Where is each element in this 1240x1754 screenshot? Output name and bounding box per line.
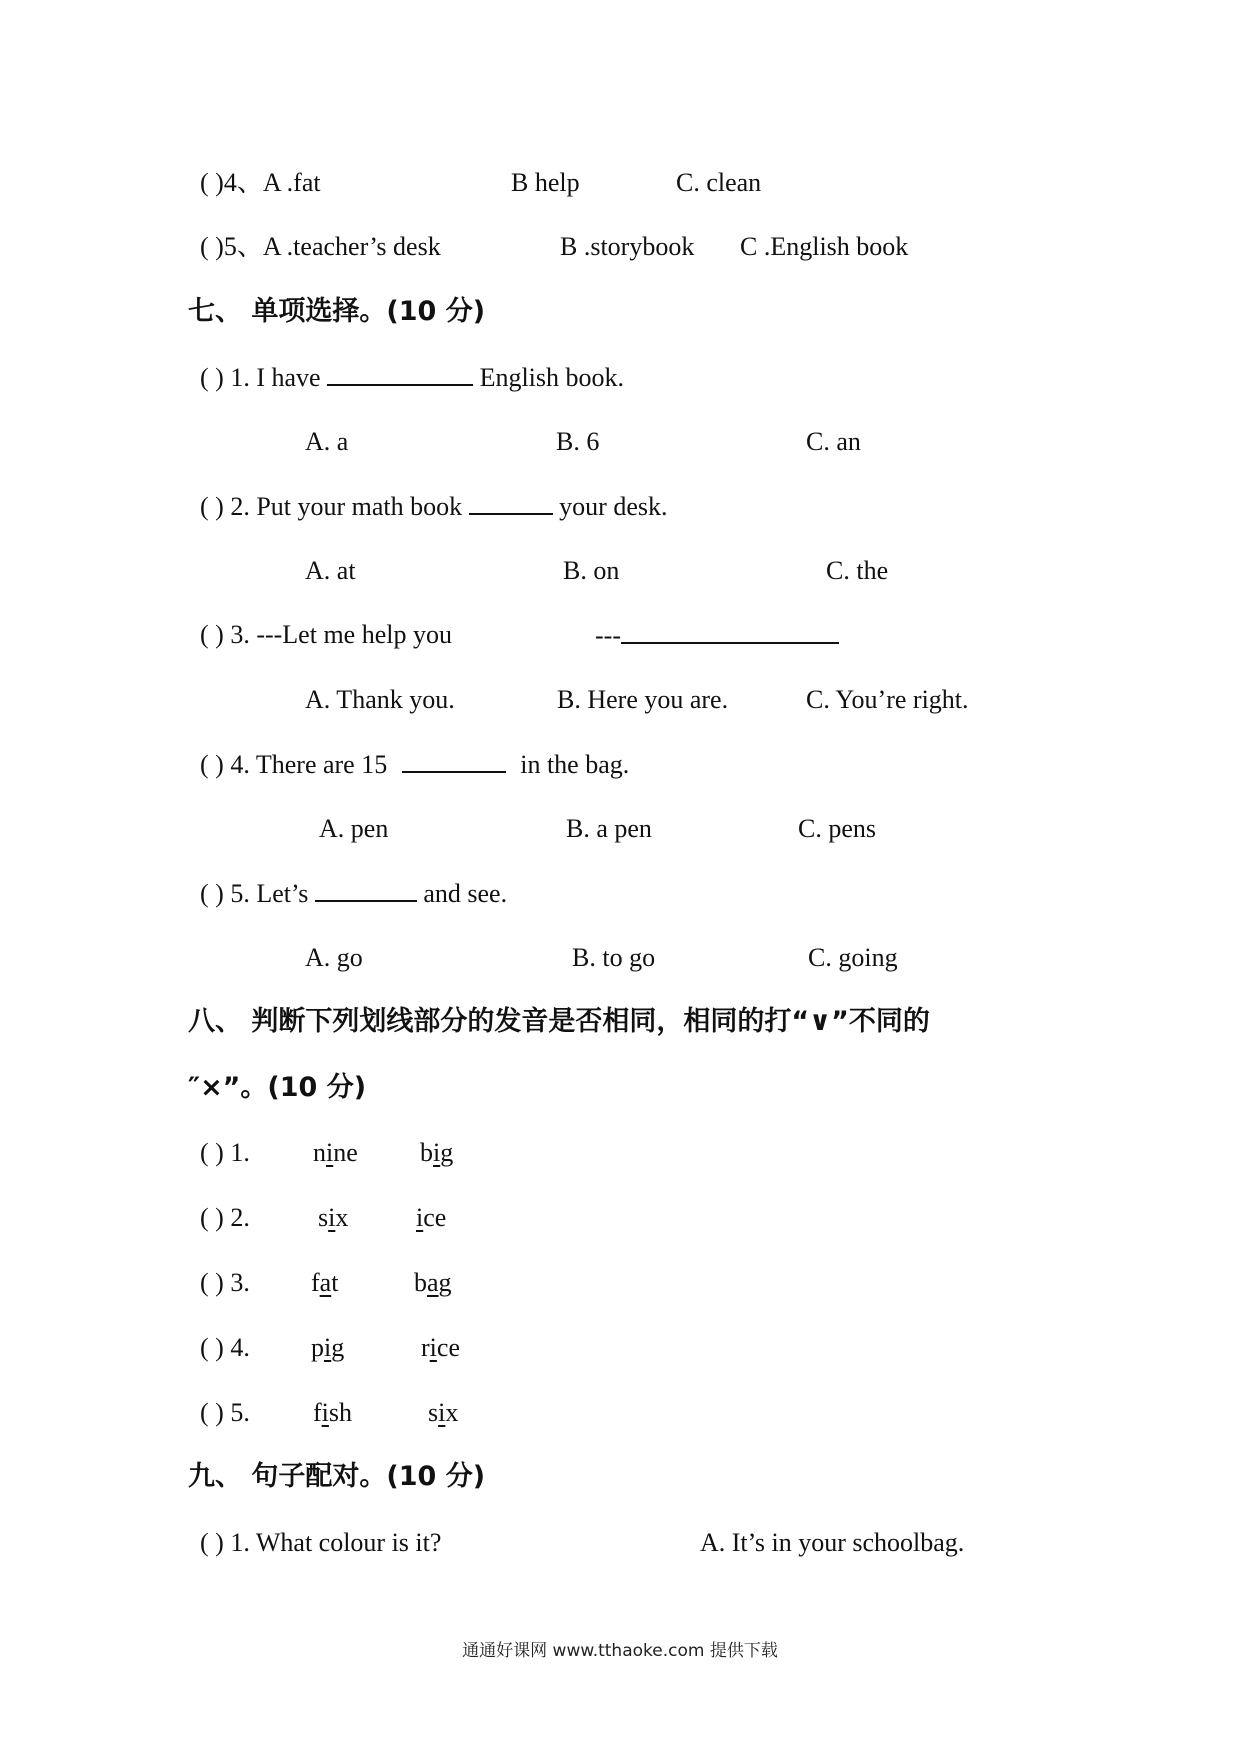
answer-paren[interactable]: ( ) (200, 1398, 224, 1427)
word-1 (313, 1138, 358, 1168)
word-part: f (313, 1398, 322, 1427)
answer-blank[interactable] (402, 749, 506, 773)
underlined-letter: a (427, 1268, 439, 1297)
question-number: 4、 (223, 168, 263, 197)
word-1 (313, 1398, 352, 1428)
option-b: B. a pen (566, 814, 652, 843)
word-1 (318, 1203, 348, 1233)
answer-paren[interactable]: ( ) (200, 1268, 224, 1297)
word-2 (421, 1333, 460, 1363)
word-part: s (318, 1203, 329, 1232)
option-a: A .fat (262, 168, 321, 197)
word-part: t (331, 1268, 339, 1297)
option-c: C. You’re right. (806, 685, 969, 714)
word-part: s (428, 1398, 439, 1427)
section-8-heading-cont: ″×”。(10 分) (188, 1072, 367, 1103)
option-a: A .teacher’s desk (262, 232, 441, 261)
answer-blank[interactable] (327, 362, 473, 386)
question-6-5 (200, 232, 441, 262)
word-part: p (311, 1333, 324, 1362)
option-b: B. to go (572, 943, 656, 972)
item-number: 3. (230, 1268, 250, 1297)
option-b: B .storybook (560, 232, 695, 261)
question-text: 3. ---Let me help you (230, 620, 452, 649)
footer-source[interactable]: 通通好课网 www.tthaoke.com 提供下载 (462, 1641, 778, 1661)
section-9-heading: 九、 句子配对。(10 分) (188, 1461, 486, 1492)
question-9-1 (200, 1528, 441, 1558)
word-1 (311, 1333, 344, 1363)
section-7-heading: 七、 单项选择。(10 分) (188, 296, 486, 327)
answer-paren[interactable]: ( ) (200, 363, 224, 392)
option-b: B. 6 (556, 427, 600, 456)
question-text: 1. I have (230, 363, 321, 392)
word-part: ce (423, 1203, 447, 1232)
word-part: sh (328, 1398, 353, 1427)
item-number: 5. (230, 1398, 250, 1427)
option-c: C. pens (798, 814, 876, 843)
question-text-end: English book. (479, 363, 625, 392)
option-b: B help (511, 168, 580, 197)
question-7-4 (200, 749, 629, 780)
question-7-1 (200, 362, 624, 393)
word-part: x (335, 1203, 349, 1232)
word-part: r (421, 1333, 430, 1362)
answer-paren[interactable]: ( ) (200, 750, 224, 779)
answer-blank[interactable] (315, 878, 417, 902)
answer-paren[interactable]: ( ) (200, 168, 224, 197)
word-part: ne (333, 1138, 358, 1167)
word-part: ce (436, 1333, 460, 1362)
match-option-a: A. It’s in your schoolbag. (700, 1528, 965, 1557)
section-8-heading: 八、 判断下列划线部分的发音是否相同，相同的打“∨”不同的 (188, 1006, 930, 1037)
word-2 (420, 1138, 453, 1168)
underlined-letter: i (433, 1138, 441, 1167)
item-number: 4. (230, 1333, 250, 1362)
question-text-end: in the bag. (520, 750, 630, 779)
question-7-3 (200, 620, 452, 650)
question-text: 1. What colour is it? (230, 1528, 442, 1557)
answer-blank[interactable] (621, 620, 839, 644)
reply-dash: --- (595, 621, 621, 650)
word-part: n (313, 1138, 326, 1167)
underlined-letter: i (438, 1398, 446, 1427)
option-c: C. going (808, 943, 898, 972)
underlined-letter: i (321, 1398, 329, 1427)
option-c: C. clean (676, 168, 762, 197)
option-a: A. pen (319, 814, 389, 843)
question-7-5 (200, 878, 507, 909)
question-text: 4. There are 15 (230, 750, 388, 779)
answer-paren[interactable]: ( ) (200, 1333, 224, 1362)
option-b: B. on (563, 556, 620, 585)
option-a: A. go (305, 943, 363, 972)
word-part: g (438, 1268, 452, 1297)
question-text-end: and see. (423, 879, 508, 908)
option-c: C .English book (740, 232, 909, 261)
item-number: 1. (230, 1138, 250, 1167)
option-b: B. Here you are. (557, 685, 729, 714)
option-a: A. Thank you. (305, 685, 455, 714)
option-c: C. an (806, 427, 861, 456)
word-part: x (445, 1398, 459, 1427)
word-part: b (420, 1138, 433, 1167)
question-text-end: your desk. (559, 492, 668, 521)
underlined-letter: i (328, 1203, 336, 1232)
answer-paren[interactable]: ( ) (200, 1203, 224, 1232)
underlined-letter: i (324, 1333, 332, 1362)
question-text: 2. Put your math book (230, 492, 463, 521)
answer-paren[interactable]: ( ) (200, 879, 224, 908)
answer-blank[interactable] (469, 491, 553, 515)
underlined-letter: i (326, 1138, 334, 1167)
answer-paren[interactable]: ( ) (200, 1528, 224, 1557)
underlined-letter: i (416, 1203, 424, 1232)
option-c: C. the (826, 556, 889, 585)
word-part: g (440, 1138, 454, 1167)
pron-item-2 (200, 1203, 250, 1233)
word-2 (428, 1398, 458, 1428)
question-6-4 (200, 168, 321, 198)
word-1 (311, 1268, 338, 1298)
reply-line (595, 620, 839, 651)
question-number: 5、 (223, 232, 263, 261)
pron-item-1 (200, 1138, 250, 1168)
item-number: 2. (230, 1203, 250, 1232)
word-part: g (331, 1333, 345, 1362)
pron-item-3 (200, 1268, 250, 1298)
question-text: 5. Let’s (230, 879, 309, 908)
word-part: b (414, 1268, 427, 1297)
underlined-letter: a (319, 1268, 332, 1297)
pron-item-5 (200, 1398, 250, 1428)
answer-paren[interactable]: ( ) (200, 232, 224, 261)
answer-paren[interactable]: ( ) (200, 492, 224, 521)
underlined-letter: i (429, 1333, 437, 1362)
pron-item-4 (200, 1333, 250, 1363)
word-2 (416, 1203, 446, 1233)
option-a: A. a (305, 427, 349, 456)
answer-paren[interactable]: ( ) (200, 620, 224, 649)
word-2 (414, 1268, 452, 1298)
word-part: f (311, 1268, 320, 1297)
answer-paren[interactable]: ( ) (200, 1138, 224, 1167)
option-a: A. at (305, 556, 356, 585)
question-7-2 (200, 491, 668, 522)
